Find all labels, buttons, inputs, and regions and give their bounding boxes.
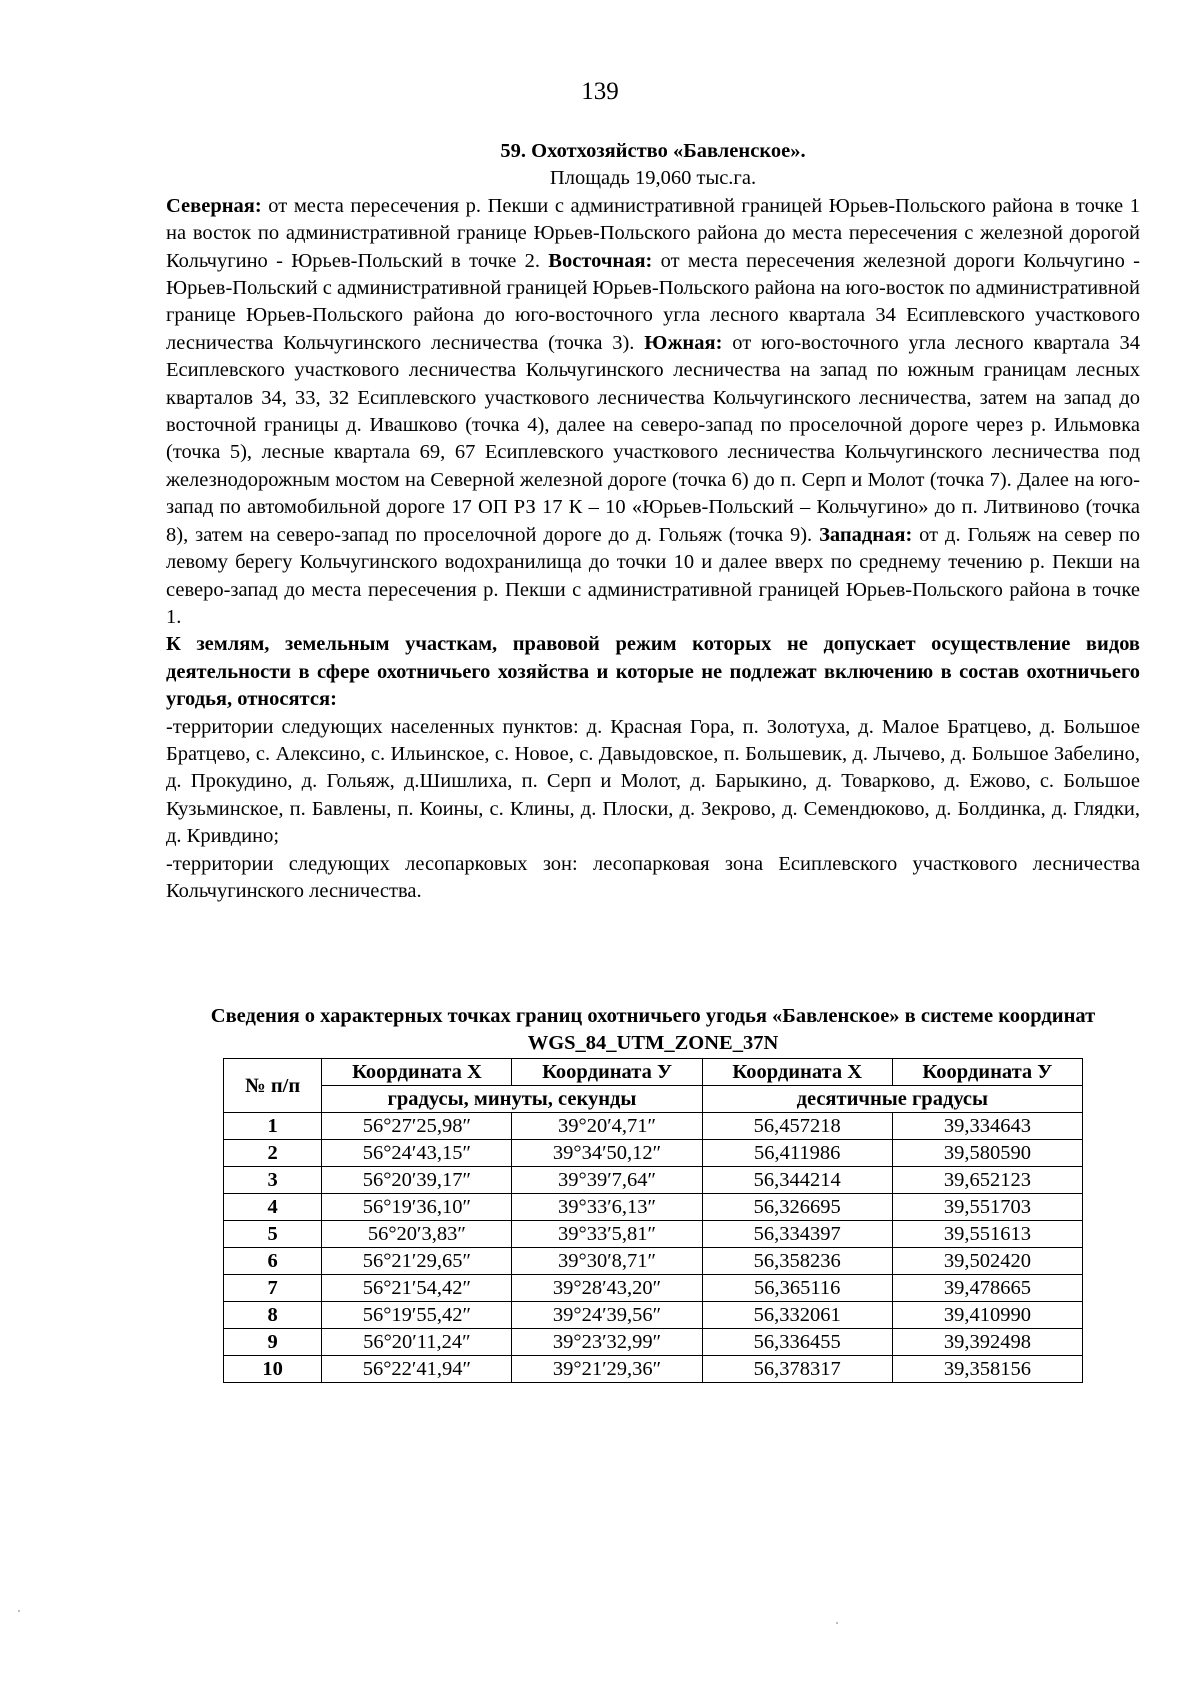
cell-x-dec: 56,344214 <box>702 1167 892 1194</box>
area-line: Площадь 19,060 тыс.га. <box>549 167 757 190</box>
cell-y-dms: 39°20′4,71″ <box>512 1113 702 1140</box>
table-title: Сведения о характерных точках границ охотничьего угодья «Бавленское» в системе координат WGS_84_UTM_ZONE_37N <box>210 1005 1096 1054</box>
cell-y-dec: 39,410990 <box>892 1302 1082 1329</box>
scan-speck <box>836 1622 838 1624</box>
cell-num: 1 <box>224 1113 322 1140</box>
cell-x-dec: 56,457218 <box>702 1113 892 1140</box>
exclusion-settlements: -территории следующих населенных пунктов: д. Красная Гора, п. Золотуха, д. Малое Братцево, д. Большое Братцево, с. Алексино, с. Ильинское, с. Новое, с. Давыдовское, п. Большевик, д. Лычево, д. Большое Забелино, д. Прокудино, д. Гольяж, д.Шишлиха, п. Серп и Молот, д. Барыкино, д. Товарково, д. Ежово, с. Большое Кузьминское, п. Бавлены, п. Коины, с. Клины, д. Плоски, д. Зекрово, д. Семендюково, д. Болдинка, д. Глядки, д. Кривдино; <box>166 715 1140 848</box>
cell-x-dms: 56°19′36,10″ <box>322 1194 512 1221</box>
borders-description <box>166 193 1140 632</box>
cell-y-dec: 39,652123 <box>892 1167 1082 1194</box>
table-row <box>224 1221 1083 1248</box>
header-x-dec: Координата X <box>702 1059 892 1086</box>
cell-y-dec: 39,392498 <box>892 1329 1082 1356</box>
cell-x-dms: 56°21′29,65″ <box>322 1248 512 1275</box>
border-text-south: от юго-восточного угла лесного квартала 34 Есиплевского участкового лесничества Кольчугинского лесничества на запад по южным границам лесных кварталов 34, 33, 32 Есиплевского участкового лесничества Кольчугинского лесничества, затем на запад до восточной границы д. Ивашково (точка 4), далее на северо-запад по проселочной дороге через р. Ильмовка (точка 5), лесные квартала 69, 67 Есиплевского участкового лесничества Кольчугинского лесничества под железнодорожным мостом на Северной железной дороге (точка 6) до п. Серп и Молот (точка 7). Далее на юго-запад по автомобильной дороге 17 ОП РЗ 17 К – 10 «Юрьев-Польский – Кольчугино» до п. Литвиново (точка 8), затем на северо-запад по проселочной дороге до д. Гольяж (точка 9). <box>166 331 1140 546</box>
cell-x-dms: 56°21′54,42″ <box>322 1275 512 1302</box>
exclusions-heading: К землям, земельным участкам, правовой режим которых не допускает осуществление видов деятельности в сфере охотничьего хозяйства и которые не подлежат включению в состав охотничьего угодья, относятся: <box>166 633 1140 711</box>
cell-num: 7 <box>224 1275 322 1302</box>
page-number: 139 <box>581 78 619 105</box>
cell-x-dec: 56,411986 <box>702 1140 892 1167</box>
cell-y-dec: 39,580590 <box>892 1140 1082 1167</box>
subheader-dec: десятичные градусы <box>702 1086 1082 1113</box>
cell-y-dms: 39°21′29,36″ <box>512 1356 702 1383</box>
cell-num: 5 <box>224 1221 322 1248</box>
header-x-dms: Координата X <box>322 1059 512 1086</box>
cell-x-dec: 56,326695 <box>702 1194 892 1221</box>
header-y-dec: Координата У <box>892 1059 1082 1086</box>
cell-y-dms: 39°39′7,64″ <box>512 1167 702 1194</box>
subheader-dms: градусы, минуты, секунды <box>322 1086 702 1113</box>
table-header-row <box>224 1059 1083 1086</box>
coordinates-table <box>223 1058 1083 1383</box>
header-num: № п/п <box>224 1059 322 1113</box>
border-text-east: от места пересечения железной дороги Кольчугино - Юрьев-Польский с административной границей Юрьев-Польского района на юго-восток по административной границе Юрьев-Польского района до юго-восточного угла лесного квартала 34 Есиплевского участкового лесничества Кольчугинского лесничества (точка 3). <box>166 249 1140 354</box>
table-row <box>224 1194 1083 1221</box>
cell-x-dms: 56°20′11,24″ <box>322 1329 512 1356</box>
table-row <box>224 1275 1083 1302</box>
cell-num: 6 <box>224 1248 322 1275</box>
cell-x-dms: 56°20′3,83″ <box>322 1221 512 1248</box>
cell-y-dms: 39°34′50,12″ <box>512 1140 702 1167</box>
cell-x-dec: 56,378317 <box>702 1356 892 1383</box>
cell-num: 4 <box>224 1194 322 1221</box>
cell-x-dms: 56°22′41,94″ <box>322 1356 512 1383</box>
cell-x-dec: 56,332061 <box>702 1302 892 1329</box>
table-row <box>224 1329 1083 1356</box>
cell-x-dms: 56°24′43,15″ <box>322 1140 512 1167</box>
cell-y-dms: 39°33′6,13″ <box>512 1194 702 1221</box>
cell-x-dms: 56°19′55,42″ <box>322 1302 512 1329</box>
cell-x-dms: 56°20′39,17″ <box>322 1167 512 1194</box>
cell-y-dms: 39°23′32,99″ <box>512 1329 702 1356</box>
cell-x-dec: 56,336455 <box>702 1329 892 1356</box>
main-content <box>166 138 1140 905</box>
table-row <box>224 1113 1083 1140</box>
border-label-north: Северная: <box>166 194 262 217</box>
border-label-south: Южная: <box>644 331 723 354</box>
cell-num: 3 <box>224 1167 322 1194</box>
cell-y-dec: 39,551703 <box>892 1194 1082 1221</box>
cell-y-dec: 39,358156 <box>892 1356 1082 1383</box>
section-heading: 59. Охотхозяйство «Бавленское». <box>500 140 806 162</box>
cell-num: 9 <box>224 1329 322 1356</box>
cell-num: 10 <box>224 1356 322 1383</box>
cell-y-dec: 39,551613 <box>892 1221 1082 1248</box>
cell-num: 8 <box>224 1302 322 1329</box>
table-subheader-row <box>224 1086 1083 1113</box>
cell-y-dms: 39°24′39,56″ <box>512 1302 702 1329</box>
scan-speck <box>18 1610 20 1612</box>
table-row <box>224 1356 1083 1383</box>
table-row <box>224 1167 1083 1194</box>
header-y-dms: Координата У <box>512 1059 702 1086</box>
table-row <box>224 1140 1083 1167</box>
table-row <box>224 1248 1083 1275</box>
cell-x-dec: 56,358236 <box>702 1248 892 1275</box>
cell-y-dec: 39,502420 <box>892 1248 1082 1275</box>
cell-y-dms: 39°33′5,81″ <box>512 1221 702 1248</box>
cell-x-dec: 56,365116 <box>702 1275 892 1302</box>
exclusion-forest-parks: -территории следующих лесопарковых зон: лесопарковая зона Есиплевского участкового лесничества Кольчугинского лесничества. <box>166 852 1140 902</box>
cell-y-dms: 39°30′8,71″ <box>512 1248 702 1275</box>
border-text-west: от д. Гольяж на север по левому берегу Кольчугинского водохранилища до точки 10 и далее вверх по среднему течению р. Пекши на северо-запад до места пересечения р. Пекши с административной границей Юрьев-Польского района в точке 1. <box>166 523 1141 628</box>
border-label-west: Западная: <box>819 523 913 546</box>
cell-num: 2 <box>224 1140 322 1167</box>
cell-y-dec: 39,478665 <box>892 1275 1082 1302</box>
border-text-north: от места пересечения р. Пекши с административной границей Юрьев-Польского района в точке 1 на восток по административной границе Юрьев-Польского района до места пересечения с железной дорогой Кольчугино - Юрьев-Польский в точке 2. <box>166 194 1140 272</box>
border-label-east: Восточная: <box>548 249 653 272</box>
cell-x-dec: 56,334397 <box>702 1221 892 1248</box>
cell-x-dms: 56°27′25,98″ <box>322 1113 512 1140</box>
cell-y-dms: 39°28′43,20″ <box>512 1275 702 1302</box>
table-row <box>224 1302 1083 1329</box>
cell-y-dec: 39,334643 <box>892 1113 1082 1140</box>
